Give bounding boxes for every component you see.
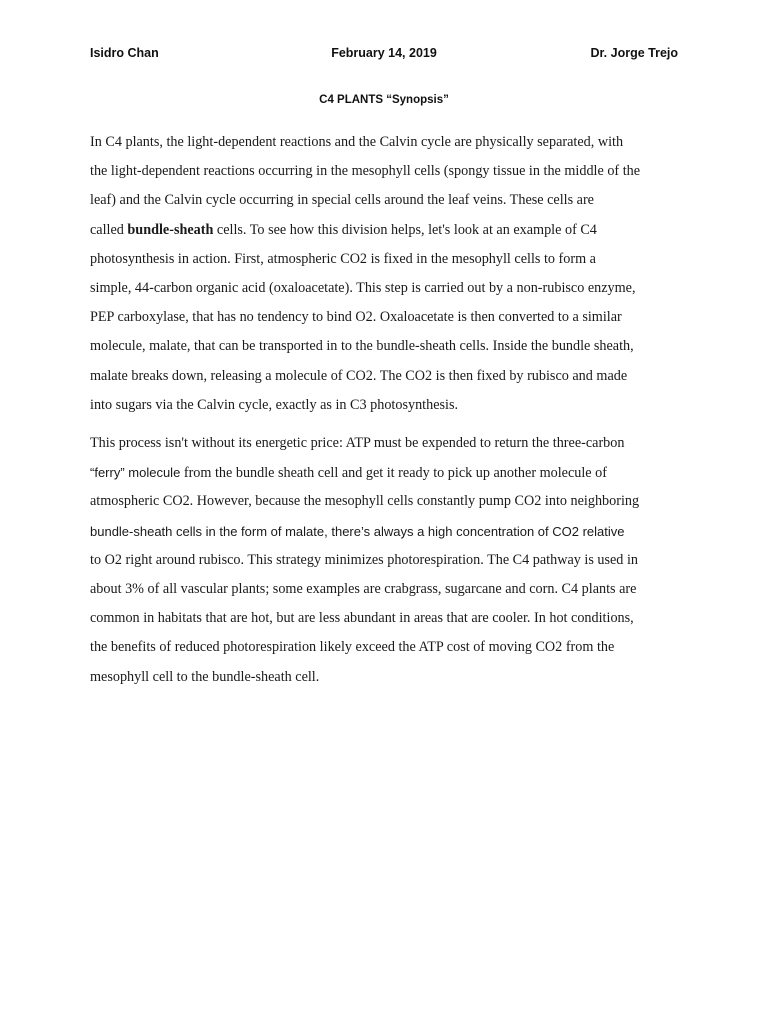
- paragraph-line: leaf) and the Calvin cycle occurring in special cells around the leaf veins. These cells are: [90, 192, 594, 209]
- paragraph-line: the light-dependent reactions occurring in the mesophyll cells (spongy tissue in the middle of the: [90, 163, 641, 180]
- text-run: called: [90, 221, 128, 238]
- paragraph-line: [90, 458, 690, 487]
- paragraph-line: into sugars via the Calvin cycle, exactly as in C3 photosynthesis.: [90, 396, 459, 413]
- paragraph-line: atmospheric CO2. However, because the mesophyll cells constantly pump CO2 into neighboring: [90, 493, 640, 510]
- paragraph-line: to O2 right around rubisco. This strategy minimizes photorespiration. The C4 pathway is used in: [90, 551, 638, 568]
- paragraph-2: [90, 429, 690, 692]
- text-run: “ferry” molecule: [90, 465, 181, 481]
- paragraph-1: [90, 128, 690, 420]
- bold-term: bundle-sheath: [127, 221, 214, 238]
- paragraph-line: about 3% of all vascular plants; some examples are crabgrass, sugarcane and corn. C4 plants are: [90, 580, 637, 597]
- paragraph-line: This process isn't without its energetic price: ATP must be expended to return the three-carbon: [90, 435, 625, 451]
- instructor-name: Dr. Jorge Trejo: [590, 46, 678, 60]
- paragraph-line: In C4 plants, the light-dependent reactions and the Calvin cycle are physically separated, with: [90, 134, 624, 150]
- paragraph-line: malate breaks down, releasing a molecule of CO2. The CO2 is then fixed by rubisco and made: [90, 367, 628, 384]
- paragraph-line: simple, 44-carbon organic acid (oxaloacetate). This step is carried out by a non-rubisco enzyme,: [90, 279, 636, 296]
- text-run: cells. To see how this division helps, let's look at an example of C4: [213, 221, 597, 238]
- document-title: C4 PLANTS “Synopsis”: [319, 94, 449, 106]
- paragraph-line: bundle-sheath cells in the form of malate, there’s always a high concentration of CO2 relative: [90, 523, 625, 539]
- text-run: from the bundle sheath cell and get it ready to pick up another molecule of: [180, 465, 607, 482]
- paragraph-line: common in habitats that are hot, but are less abundant in areas that are cooler. In hot conditions,: [90, 610, 634, 627]
- document-date: February 14, 2019: [331, 46, 437, 60]
- paragraph-line: the benefits of reduced photorespiration likely exceed the ATP cost of moving CO2 from the: [90, 639, 615, 656]
- author-name: Isidro Chan: [90, 46, 159, 60]
- paragraph-line: mesophyll cell to the bundle-sheath cell.: [90, 668, 320, 685]
- paragraph-line: molecule, malate, that can be transported in to the bundle-sheath cells. Inside the bundle sheath,: [90, 338, 634, 355]
- page-header: [90, 46, 678, 64]
- paragraph-line: [90, 216, 690, 245]
- paragraph-line: PEP carboxylase, that has no tendency to bind O2. Oxaloacetate is then converted to a similar: [90, 309, 622, 326]
- paragraph-line: photosynthesis in action. First, atmospheric CO2 is fixed in the mesophyll cells to form a: [90, 250, 596, 267]
